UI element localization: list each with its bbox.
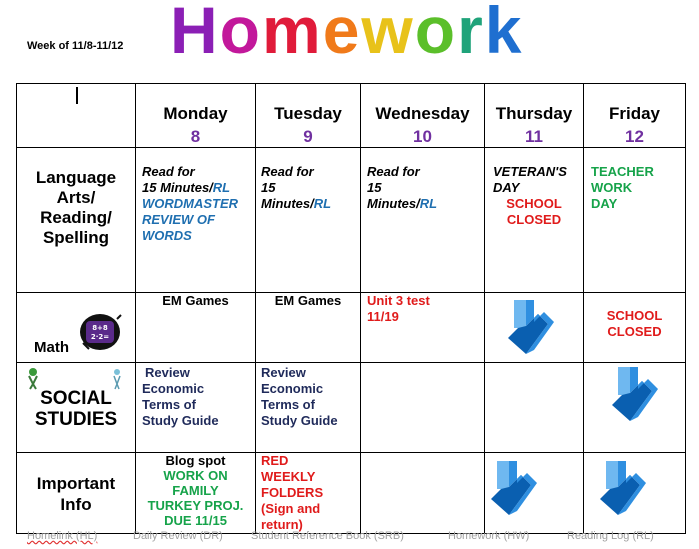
day-name: Thursday xyxy=(495,104,573,123)
cell-text: 11/19 xyxy=(367,309,399,324)
cell-text: EM Games xyxy=(162,293,229,308)
title-letter: o xyxy=(219,0,262,67)
day-number: 10 xyxy=(413,127,432,146)
cell-text: Review xyxy=(261,365,306,380)
day-header-friday xyxy=(584,84,686,148)
day-number: 8 xyxy=(190,127,201,146)
row-important-info xyxy=(17,453,686,534)
cell-important-friday[interactable] xyxy=(584,453,686,534)
cell-text: RED xyxy=(261,453,289,468)
legend-footer xyxy=(27,530,699,549)
row-label-line: Important xyxy=(36,474,116,493)
reading-log-abbrev: RL xyxy=(419,196,438,211)
day-name: Monday xyxy=(163,104,228,123)
cell-math-thursday[interactable] xyxy=(485,293,584,363)
cell-text: Minutes/ xyxy=(367,196,420,211)
row-label-line: STUDIES xyxy=(34,409,118,430)
title-letter: w xyxy=(361,0,415,67)
reading-log-abbrev: RL xyxy=(212,180,231,195)
row-language-arts xyxy=(17,148,686,293)
cell-text: DUE 11/15 xyxy=(164,513,227,528)
kids-clipart-icon xyxy=(25,366,125,390)
day-name: Wednesday xyxy=(375,104,470,123)
cell-important-wednesday[interactable] xyxy=(361,453,485,534)
cell-language-thursday[interactable] xyxy=(485,148,584,293)
cell-language-monday[interactable] xyxy=(136,148,256,293)
day-number: 12 xyxy=(625,127,644,146)
title-letter: r xyxy=(457,0,485,67)
down-arrow-icon xyxy=(596,459,650,519)
cell-text: FAMILY xyxy=(172,483,219,498)
cell-text: 15 Minutes/ xyxy=(142,180,213,195)
cell-social-wednesday[interactable] xyxy=(361,363,485,453)
cell-text: TURKEY PROJ. xyxy=(147,498,244,513)
down-arrow-icon xyxy=(487,459,541,519)
day-name: Tuesday xyxy=(274,104,342,123)
cell-text: DAY xyxy=(493,180,520,195)
row-label-line: Info xyxy=(60,495,92,514)
cell-important-monday[interactable] xyxy=(136,453,256,534)
cell-text: Terms of xyxy=(142,397,196,412)
row-header-math xyxy=(17,293,136,363)
legend-item: Reading Log (RL) xyxy=(567,530,654,542)
down-arrow-icon xyxy=(504,298,558,358)
row-header-language-arts xyxy=(17,148,136,293)
row-label-line: Spelling xyxy=(42,228,110,247)
row-label-line: SOCIAL xyxy=(40,388,112,409)
cell-social-tuesday[interactable] xyxy=(256,363,361,453)
row-social-studies xyxy=(17,363,686,453)
legend-item: Student Reference Book (SRB) xyxy=(251,530,404,542)
cell-important-thursday[interactable] xyxy=(485,453,584,534)
cell-text: SCHOOL xyxy=(506,196,562,211)
title-letter: H xyxy=(170,0,220,67)
svg-text:8+8: 8+8 xyxy=(92,324,108,332)
cell-text: Read for xyxy=(142,164,195,179)
cell-text: Study Guide xyxy=(261,413,338,428)
cell-math-tuesday[interactable] xyxy=(256,293,361,363)
legend-item: Daily Review (DR) xyxy=(133,530,223,542)
cell-text: Minutes/ xyxy=(261,196,314,211)
title-letter: m xyxy=(262,0,323,67)
cell-language-tuesday[interactable] xyxy=(256,148,361,293)
cell-math-wednesday[interactable] xyxy=(361,293,485,363)
row-label-line: Arts/ xyxy=(56,188,96,207)
page-title xyxy=(170,0,523,66)
cell-text: return) xyxy=(261,517,303,532)
title-letter: k xyxy=(484,0,524,67)
cell-text: Unit 3 test xyxy=(367,293,430,308)
day-number: 9 xyxy=(303,127,313,146)
cell-text: Study Guide xyxy=(142,413,219,428)
day-number: 11 xyxy=(525,127,543,146)
day-header-monday xyxy=(136,84,256,148)
cell-text: Blog spot xyxy=(165,453,226,468)
cell-text: Terms of xyxy=(261,397,315,412)
cell-text: Economic xyxy=(142,381,205,396)
reading-log-abbrev: RL xyxy=(313,196,332,211)
cell-text: (Sign and xyxy=(261,501,321,516)
header-row xyxy=(17,84,686,148)
row-math xyxy=(17,293,686,363)
cell-text: TEACHER xyxy=(591,164,654,179)
svg-text:2·2=: 2·2= xyxy=(90,333,110,341)
day-name: Friday xyxy=(608,104,661,123)
cell-text: WORK xyxy=(591,180,633,195)
day-header-tuesday xyxy=(256,84,361,148)
cell-text: Economic xyxy=(261,381,324,396)
corner-cell[interactable] xyxy=(17,84,136,148)
cell-text: EM Games xyxy=(274,293,342,308)
cell-text: CLOSED xyxy=(607,324,662,339)
cell-social-monday[interactable] xyxy=(136,363,256,453)
cell-social-friday[interactable] xyxy=(584,363,686,453)
cell-language-friday[interactable] xyxy=(584,148,686,293)
cell-text: SCHOOL xyxy=(606,308,663,323)
row-label-line: Reading/ xyxy=(40,208,112,227)
cell-math-friday[interactable] xyxy=(584,293,686,363)
legend-item: Homework (HW) xyxy=(448,530,530,542)
cell-text: WEEKLY xyxy=(261,469,316,484)
day-header-thursday xyxy=(485,84,584,148)
cell-text: FOLDERS xyxy=(261,485,324,500)
cell-text: WORDS xyxy=(142,228,192,243)
legend-item: Homelink (HL) xyxy=(27,530,98,542)
cell-math-monday[interactable] xyxy=(136,293,256,363)
cell-text: WORDMASTER xyxy=(142,196,239,211)
cell-text: REVIEW OF xyxy=(142,212,215,227)
title-letter: e xyxy=(322,0,362,67)
cell-text: WORK ON xyxy=(163,468,228,483)
cell-text: CLOSED xyxy=(506,212,562,227)
row-header-important-info xyxy=(17,453,136,534)
cell-text: 15 xyxy=(367,180,382,195)
cell-text: 15 xyxy=(261,180,276,195)
title-letter: o xyxy=(414,0,458,67)
down-arrow-icon xyxy=(608,365,662,425)
cell-important-tuesday[interactable] xyxy=(256,453,361,534)
math-clipart-icon xyxy=(77,311,123,353)
cell-text: VETERAN'S xyxy=(493,164,567,179)
row-label-line: Language xyxy=(35,168,117,187)
cell-text: Review xyxy=(145,365,190,380)
cell-text: Read for xyxy=(367,164,420,179)
row-header-social-studies xyxy=(17,363,136,453)
homework-table xyxy=(16,83,686,534)
cell-text: Read for xyxy=(261,164,314,179)
day-header-wednesday xyxy=(361,84,485,148)
text-cursor xyxy=(76,87,78,104)
cell-language-wednesday[interactable] xyxy=(361,148,485,293)
cell-text: DAY xyxy=(591,196,618,211)
week-label: Week of 11/8-11/12 xyxy=(27,40,124,52)
row-label-line: Math xyxy=(34,339,69,356)
cell-social-thursday[interactable] xyxy=(485,363,584,453)
